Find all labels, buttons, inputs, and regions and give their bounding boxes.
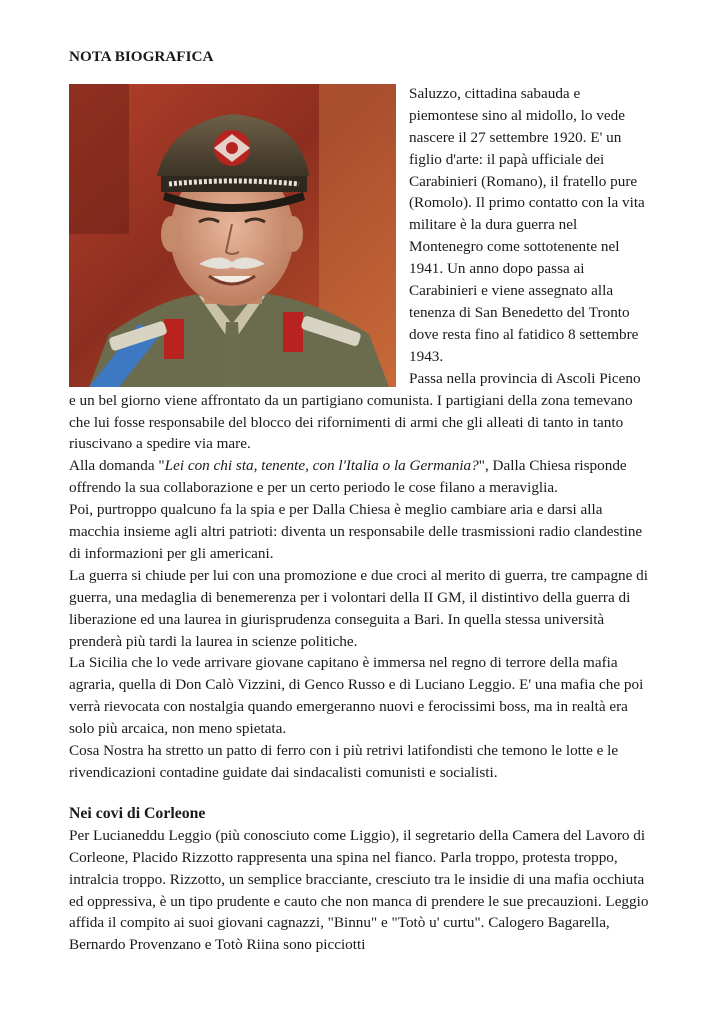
question-after: ", Dalla Chiesa risponde offrendo la sua collaborazione e per un certo periodo le cose filano a meraviglia. xyxy=(69,457,627,497)
paragraph-ascoli: Passa nella provincia di Ascoli Piceno e un bel giorno viene affrontato da un partigiano comunista. I partigiani della zona temevano che lui fosse responsabile del blocco dei rifornimenti di armi che gli alleati di tanto in tanto riuscivano a spedire via mare. xyxy=(69,369,641,453)
paragraph-cosa-nostra: Cosa Nostra ha stretto un patto di ferro con i più retrivi latifondisti che temono le lotte e le rivendicazioni contadine guidate dai sindacalisti comunisti e socialisti. xyxy=(69,742,619,781)
portrait-image xyxy=(69,84,396,387)
document-page xyxy=(69,40,649,956)
question-before: Alla domanda " xyxy=(69,457,165,475)
section-title: Nei covi di Corleone xyxy=(69,804,206,822)
paragraph-question xyxy=(69,455,649,499)
paragraph-spy: Poi, purtroppo qualcuno fa la spia e per Dalla Chiesa è meglio cambiare aria e darsi alla macchia insieme agli altri patrioti: diventa un responsabile delle trasmissioni radio clandestine di informazioni per gli americani. xyxy=(69,501,643,562)
paragraph-birth: Saluzzo, cittadina sabauda e piemontese sino al midollo, lo vede nascere il 27 settembre 1920. E' un figlio d'arte: il papà ufficiale dei Carabinieri (Romano), il fratello pure (Romolo). Il primo contatto con la vita militare è la dura guerra nel Montenegro come sottotenente nel 1941. Un anno dopo passa ai Carabinieri e viene assegnato alla tenenza di San Benedetto del Tronto dove resta fino al fatidico 8 settembre 1943. xyxy=(409,84,645,365)
paragraph-war-end: La guerra si chiude per lui con una promozione e due croci al merito di guerra, tre campagne di guerra, una medaglia di benemerenza per i volontari della II GM, il distintivo della guerra di liberazione ed una laurea in giurisprudenza conseguita a Bari. In quella stessa università prenderà più tardi la laurea in scienze politiche. xyxy=(69,566,648,650)
paragraph-sicily: La Sicilia che lo vede arrivare giovane capitano è immersa nel regno di terrore della mafia agraria, quella di Don Calò Vizzini, di Genco Russo e di Luciano Leggio. E' una mafia che poi verrà rievocata con nostalgia quando emergeranno nuovi e ferocissimi boss, ma in realtà era solo più arcaica, non meno spietata. xyxy=(69,654,644,738)
question-quote: Lei con chi sta, tenente, con l'Italia o la Germania? xyxy=(164,457,479,475)
paragraph-corleone: Per Lucianeddu Leggio (più conosciuto come Liggio), il segretario della Camera del Lavoro di Corleone, Placido Rizzotto rappresenta una spina nel fianco. Parla troppo, protesta troppo, intralcia troppo. Rizzotto, un semplice bracciante, cresciuto tra le insidie di una mafia occhiuta ed oppressiva, è un tipo prudente e cauto che non manca di prendere le sue precauzioni. Leggio affida il compito ai suoi giovani cagnazzi, "Binnu" e "Totò u' curtu". Calogero Bagarella, Bernardo Provenzano e Totò Riina sono picciotti xyxy=(69,826,649,954)
document-title: NOTA BIOGRAFICA xyxy=(69,48,214,65)
